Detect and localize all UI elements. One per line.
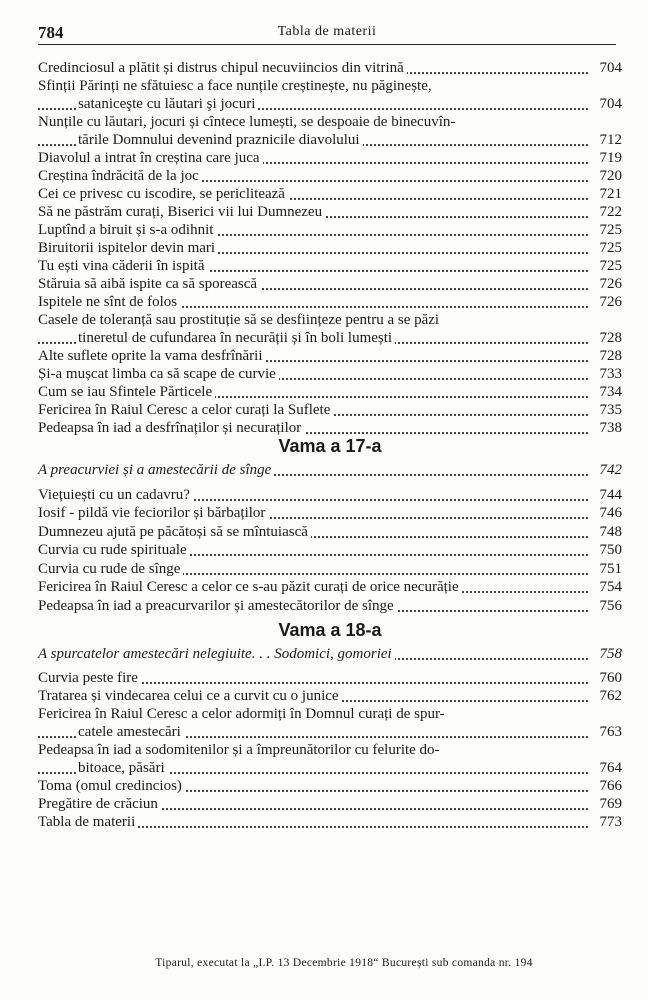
- toc-entry: [38, 348, 622, 365]
- toc-entry: [38, 168, 622, 185]
- entry-page-number: 746: [588, 505, 622, 522]
- entry-title: Curvia cu rude spirituale: [38, 542, 190, 558]
- entry-title: Curvia peste fire: [38, 670, 141, 686]
- entry-title: Dumnezeu ajută pe păcătoși să se mîntuiască: [38, 524, 311, 540]
- entry-title: Cum se iau Sfintele Părticele: [38, 384, 215, 400]
- entry-title: Fericirea în Raiul Ceresc a celor ce s-au păzit curați de orice necurăție: [38, 579, 462, 595]
- section-heading: Vama a 18-a: [278, 620, 382, 640]
- section-heading: Vama a 17-a: [278, 436, 382, 456]
- toc-entry: [38, 742, 622, 759]
- toc-entry: [38, 294, 622, 311]
- toc-entry: [38, 706, 622, 723]
- entry-page-number: 733: [588, 366, 622, 383]
- toc-entry: [38, 222, 622, 239]
- toc-entry: [38, 312, 622, 329]
- toc-entry: [38, 60, 622, 77]
- entry-title: Luptînd a biruit și s-a odihnit: [38, 222, 216, 238]
- running-title: Tabla de materii: [277, 24, 377, 39]
- toc-entry: [38, 505, 622, 522]
- entry-title: Diavolul a intrat în creștina care juca: [38, 150, 263, 166]
- entry-title: A preacurviei și a amestecării de sînge: [38, 462, 274, 478]
- entry-title: Ispitele ne sînt de folos: [38, 294, 180, 310]
- toc-entry: [38, 420, 622, 437]
- entry-page-number: 763: [588, 724, 622, 741]
- entry-title: Viețuiești cu un cadavru?: [38, 487, 193, 503]
- entry-page-number: 769: [588, 796, 622, 813]
- toc-entry: [38, 561, 622, 578]
- entry-title-continued: catele amestecări: [78, 724, 184, 740]
- printer-imprint: Tiparul, executat la „I.P. 13 Decembrie 1918“ București sub comanda nr. 194: [155, 957, 533, 969]
- entry-title-continued: sataniceşte cu lăutari şi jocuri: [78, 96, 258, 112]
- entry-title: Fericirea în Raiul Ceresc a celor curați la Suflete: [38, 402, 333, 418]
- toc-entry: [38, 186, 622, 203]
- entry-page-number: 725: [588, 258, 622, 275]
- entry-page-number: 754: [588, 579, 622, 596]
- entry-page-number: 750: [588, 542, 622, 559]
- toc-entry: [38, 814, 622, 831]
- toc-entry: [38, 670, 622, 687]
- toc-entry-continuation: [38, 760, 622, 777]
- entry-page-number: 720: [588, 168, 622, 185]
- entry-page-number: 721: [588, 186, 622, 203]
- entry-page-number: 744: [588, 487, 622, 504]
- page-number: 784: [38, 23, 64, 42]
- toc-entry-continuation: [38, 96, 622, 113]
- toc-entry: [38, 384, 622, 401]
- entry-page-number: 748: [588, 524, 622, 541]
- toc-entry: [38, 78, 622, 95]
- entry-page-number: 725: [588, 240, 622, 257]
- entry-page-number: 725: [588, 222, 622, 239]
- toc-entry-continuation: [38, 330, 622, 347]
- entry-title: A spurcatelor amestecări nelegiuite. . . Sodomici, gomoriei: [38, 646, 395, 662]
- entry-title: Nunțile cu lăutari, jocuri și cîntece lumești, se despoaie de binecuvîn-: [38, 114, 458, 130]
- entry-title: Casele de toleranță sau prostituție să se desființeze pentru a se păzi: [38, 312, 442, 328]
- toc-entry: [38, 487, 622, 504]
- entry-page-number: 734: [588, 384, 622, 401]
- toc-entry: [38, 402, 622, 419]
- entry-title: Iosif - pildă vie feciorilor și bărbaților: [38, 505, 268, 521]
- entry-page-number: 726: [588, 276, 622, 293]
- toc-entry: [38, 462, 622, 479]
- toc-entry: [38, 366, 622, 383]
- entry-title-continued: tările Domnului devenind praznicile diavolului: [78, 132, 363, 148]
- entry-page-number: 764: [588, 760, 622, 777]
- entry-title: Toma (omul credincios): [38, 778, 185, 794]
- entry-title: Și-a mușcat limba ca să scape de curvie: [38, 366, 279, 382]
- entry-title: Pedeapsa în iad a sodomitenilor și a împreunătorilor cu felurite do-: [38, 742, 443, 758]
- entry-title: Stăruia să aibă ispite ca să sporească: [38, 276, 260, 292]
- toc-entry: [38, 646, 622, 663]
- toc-entry: [38, 258, 622, 275]
- entry-page-number: 728: [588, 348, 622, 365]
- toc-entry: [38, 150, 622, 167]
- toc-entry: [38, 542, 622, 559]
- entry-page-number: 758: [588, 646, 622, 663]
- entry-page-number: 735: [588, 402, 622, 419]
- toc-entry: [38, 204, 622, 221]
- toc-entry: [38, 276, 622, 293]
- entry-page-number: 756: [588, 598, 622, 615]
- entry-title: Sfinții Părinți ne sfătuiesc a face nunțile creștinește, nu păginește,: [38, 78, 435, 94]
- entry-page-number: 751: [588, 561, 622, 578]
- toc-entry: [38, 579, 622, 596]
- toc-entry-continuation: [38, 132, 622, 149]
- entry-page-number: 726: [588, 294, 622, 311]
- entry-page-number: 704: [588, 96, 622, 113]
- entry-page-number: 766: [588, 778, 622, 795]
- entry-page-number: 704: [588, 60, 622, 77]
- toc-entry: [38, 688, 622, 705]
- entry-title: Pedeapsa în iad a preacurvarilor și amestecătorilor de sînge: [38, 598, 397, 614]
- toc-entry: [38, 778, 622, 795]
- entry-title: Pedeapsa în iad a desfrînaților și necuraților: [38, 420, 304, 436]
- entry-page-number: 738: [588, 420, 622, 437]
- entry-title: Biruitorii ispitelor devin mari: [38, 240, 218, 256]
- entry-page-number: 762: [588, 688, 622, 705]
- toc-entry: [38, 240, 622, 257]
- entry-title: Pregătire de crăciun: [38, 796, 161, 812]
- entry-title: Tratarea și vindecarea celui ce a curvit cu o junice: [38, 688, 342, 704]
- toc-entry: [38, 524, 622, 541]
- entry-page-number: 719: [588, 150, 622, 167]
- entry-page-number: 760: [588, 670, 622, 687]
- entry-page-number: 728: [588, 330, 622, 347]
- entry-title-continued: bitoace, păsări: [78, 760, 168, 776]
- entry-title: Să ne păstrăm curați, Biserici vii lui Dumnezeu: [38, 204, 325, 220]
- entry-title: Creștina îndrăcită de la joc: [38, 168, 202, 184]
- entry-page-number: 773: [588, 814, 622, 831]
- entry-title-continued: tineretul de cufundarea în necurății și în boli lumești: [78, 330, 395, 346]
- running-head: [38, 22, 616, 45]
- entry-title: Fericirea în Raiul Ceresc a celor adormiți în Domnul curați de spur-: [38, 706, 448, 722]
- entry-page-number: 712: [588, 132, 622, 149]
- entry-title: Cei ce privesc cu iscodire, se periclitează: [38, 186, 288, 202]
- entry-page-number: 722: [588, 204, 622, 221]
- entry-title: Curvia cu rude de sînge: [38, 561, 183, 577]
- entry-title: Credinciosul a plătit și distrus chipul necuviincios din vitrină: [38, 60, 407, 76]
- entry-title: Alte suflete oprite la vama desfrînării: [38, 348, 266, 364]
- toc-entry: [38, 114, 622, 131]
- toc-entry: [38, 796, 622, 813]
- toc-entry-continuation: [38, 724, 622, 741]
- toc-entry: [38, 598, 622, 615]
- entry-title: Tu ești vina căderii în ispită: [38, 258, 208, 274]
- entry-title: Tabla de materii: [38, 814, 138, 830]
- entry-page-number: 742: [588, 462, 622, 479]
